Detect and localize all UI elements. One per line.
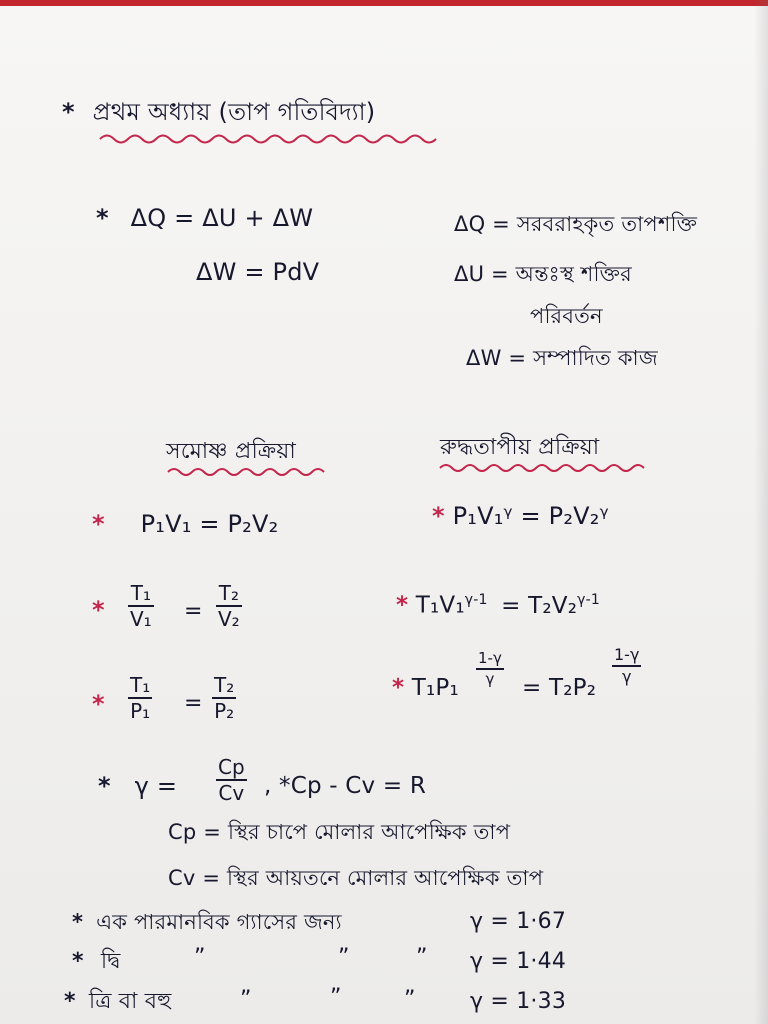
isothermal-eq3-equals: = bbox=[184, 691, 203, 716]
isothermal-underline bbox=[168, 466, 328, 478]
ditto-mark: ” bbox=[416, 945, 428, 970]
page-top-edge bbox=[0, 0, 768, 6]
gas-row-di-value: γ = 1·44 bbox=[470, 949, 567, 974]
gas-row-poly: * ত্রি বা বহু bbox=[64, 989, 172, 1014]
du-definition-line1: ΔU = অন্তঃস্থ শক্তির bbox=[454, 262, 632, 286]
isothermal-eq2-equals: = bbox=[184, 599, 203, 624]
first-law-equation: * ΔQ = ΔU + ΔW bbox=[96, 204, 314, 232]
title-underline bbox=[100, 132, 440, 146]
ditto-mark: ” bbox=[330, 985, 342, 1010]
ditto-mark: ” bbox=[404, 987, 416, 1012]
title-text: প্রথম অধ্যায় (তাপ গতিবিদ্যা) bbox=[92, 98, 376, 126]
adiabatic-eq3-exp1: 1-γ γ bbox=[478, 649, 502, 688]
isothermal-heading: সমোষ্ণ প্রক্রিয়া bbox=[166, 439, 296, 464]
title-star: * bbox=[62, 98, 75, 126]
adiabatic-eq3-exp2: 1-γ γ bbox=[614, 645, 640, 686]
ditto-mark: ” bbox=[338, 945, 350, 970]
ditto-mark: ” bbox=[194, 945, 206, 970]
adiabatic-eq1: * P₁V₁ᵞ = P₂V₂ᵞ bbox=[432, 502, 609, 530]
chapter-title bbox=[62, 98, 375, 126]
isothermal-eq3-rhs: T₂ P₂ bbox=[214, 673, 235, 723]
gamma-fraction: Cp Cv bbox=[218, 755, 245, 805]
isothermal-eq3-lhs: T₁ P₁ bbox=[130, 673, 151, 723]
adiabatic-eq3-left: * T₁P₁ bbox=[392, 675, 459, 701]
adiabatic-eq2: * T₁V₁$^{\gamma-1}$ = T₂V₂$^{\gamma-1}$ bbox=[396, 592, 601, 619]
dq-definition: ΔQ = সরবরাহকৃত তাপশক্তি bbox=[454, 212, 698, 236]
isothermal-eq2-rhs: T₂ V₂ bbox=[218, 581, 240, 631]
adiabatic-underline bbox=[440, 462, 650, 474]
du-definition-line2: পরিবর্তন bbox=[530, 304, 603, 328]
gas-row-di: * দ্বি bbox=[72, 949, 121, 974]
adiabatic-heading: রুদ্ধতাপীয় প্রক্রিয়া bbox=[440, 435, 600, 460]
gas-row-poly-value: γ = 1·33 bbox=[470, 989, 567, 1014]
adiabatic-eq3-right: = T₂P₂ bbox=[522, 675, 597, 701]
page-right-edge bbox=[754, 0, 768, 1024]
isothermal-eq1: * P₁V₁ = P₂V₂ bbox=[92, 510, 279, 538]
gas-row-mono: * এক পারমানবিক গ্যাসের জন্য bbox=[72, 910, 342, 934]
work-equation: ΔW = PdV bbox=[196, 258, 320, 286]
isothermal-eq2-star: * bbox=[92, 596, 105, 624]
cp-cv-relation: , *Cp - Cv = R bbox=[264, 773, 427, 799]
dw-definition: ΔW = সম্পাদিত কাজ bbox=[466, 346, 658, 370]
isothermal-eq2-lhs: T₁ V₁ bbox=[130, 581, 152, 631]
gas-row-mono-value: γ = 1·67 bbox=[470, 909, 567, 934]
cp-definition: Cp = স্থির চাপে মোলার আপেক্ষিক তাপ bbox=[168, 820, 511, 844]
gamma-lhs: * γ = bbox=[98, 772, 178, 800]
ditto-mark: ” bbox=[240, 987, 252, 1012]
cv-definition: Cv = স্থির আয়তনে মোলার আপেক্ষিক তাপ bbox=[168, 866, 544, 890]
isothermal-eq3-star: * bbox=[92, 690, 105, 718]
